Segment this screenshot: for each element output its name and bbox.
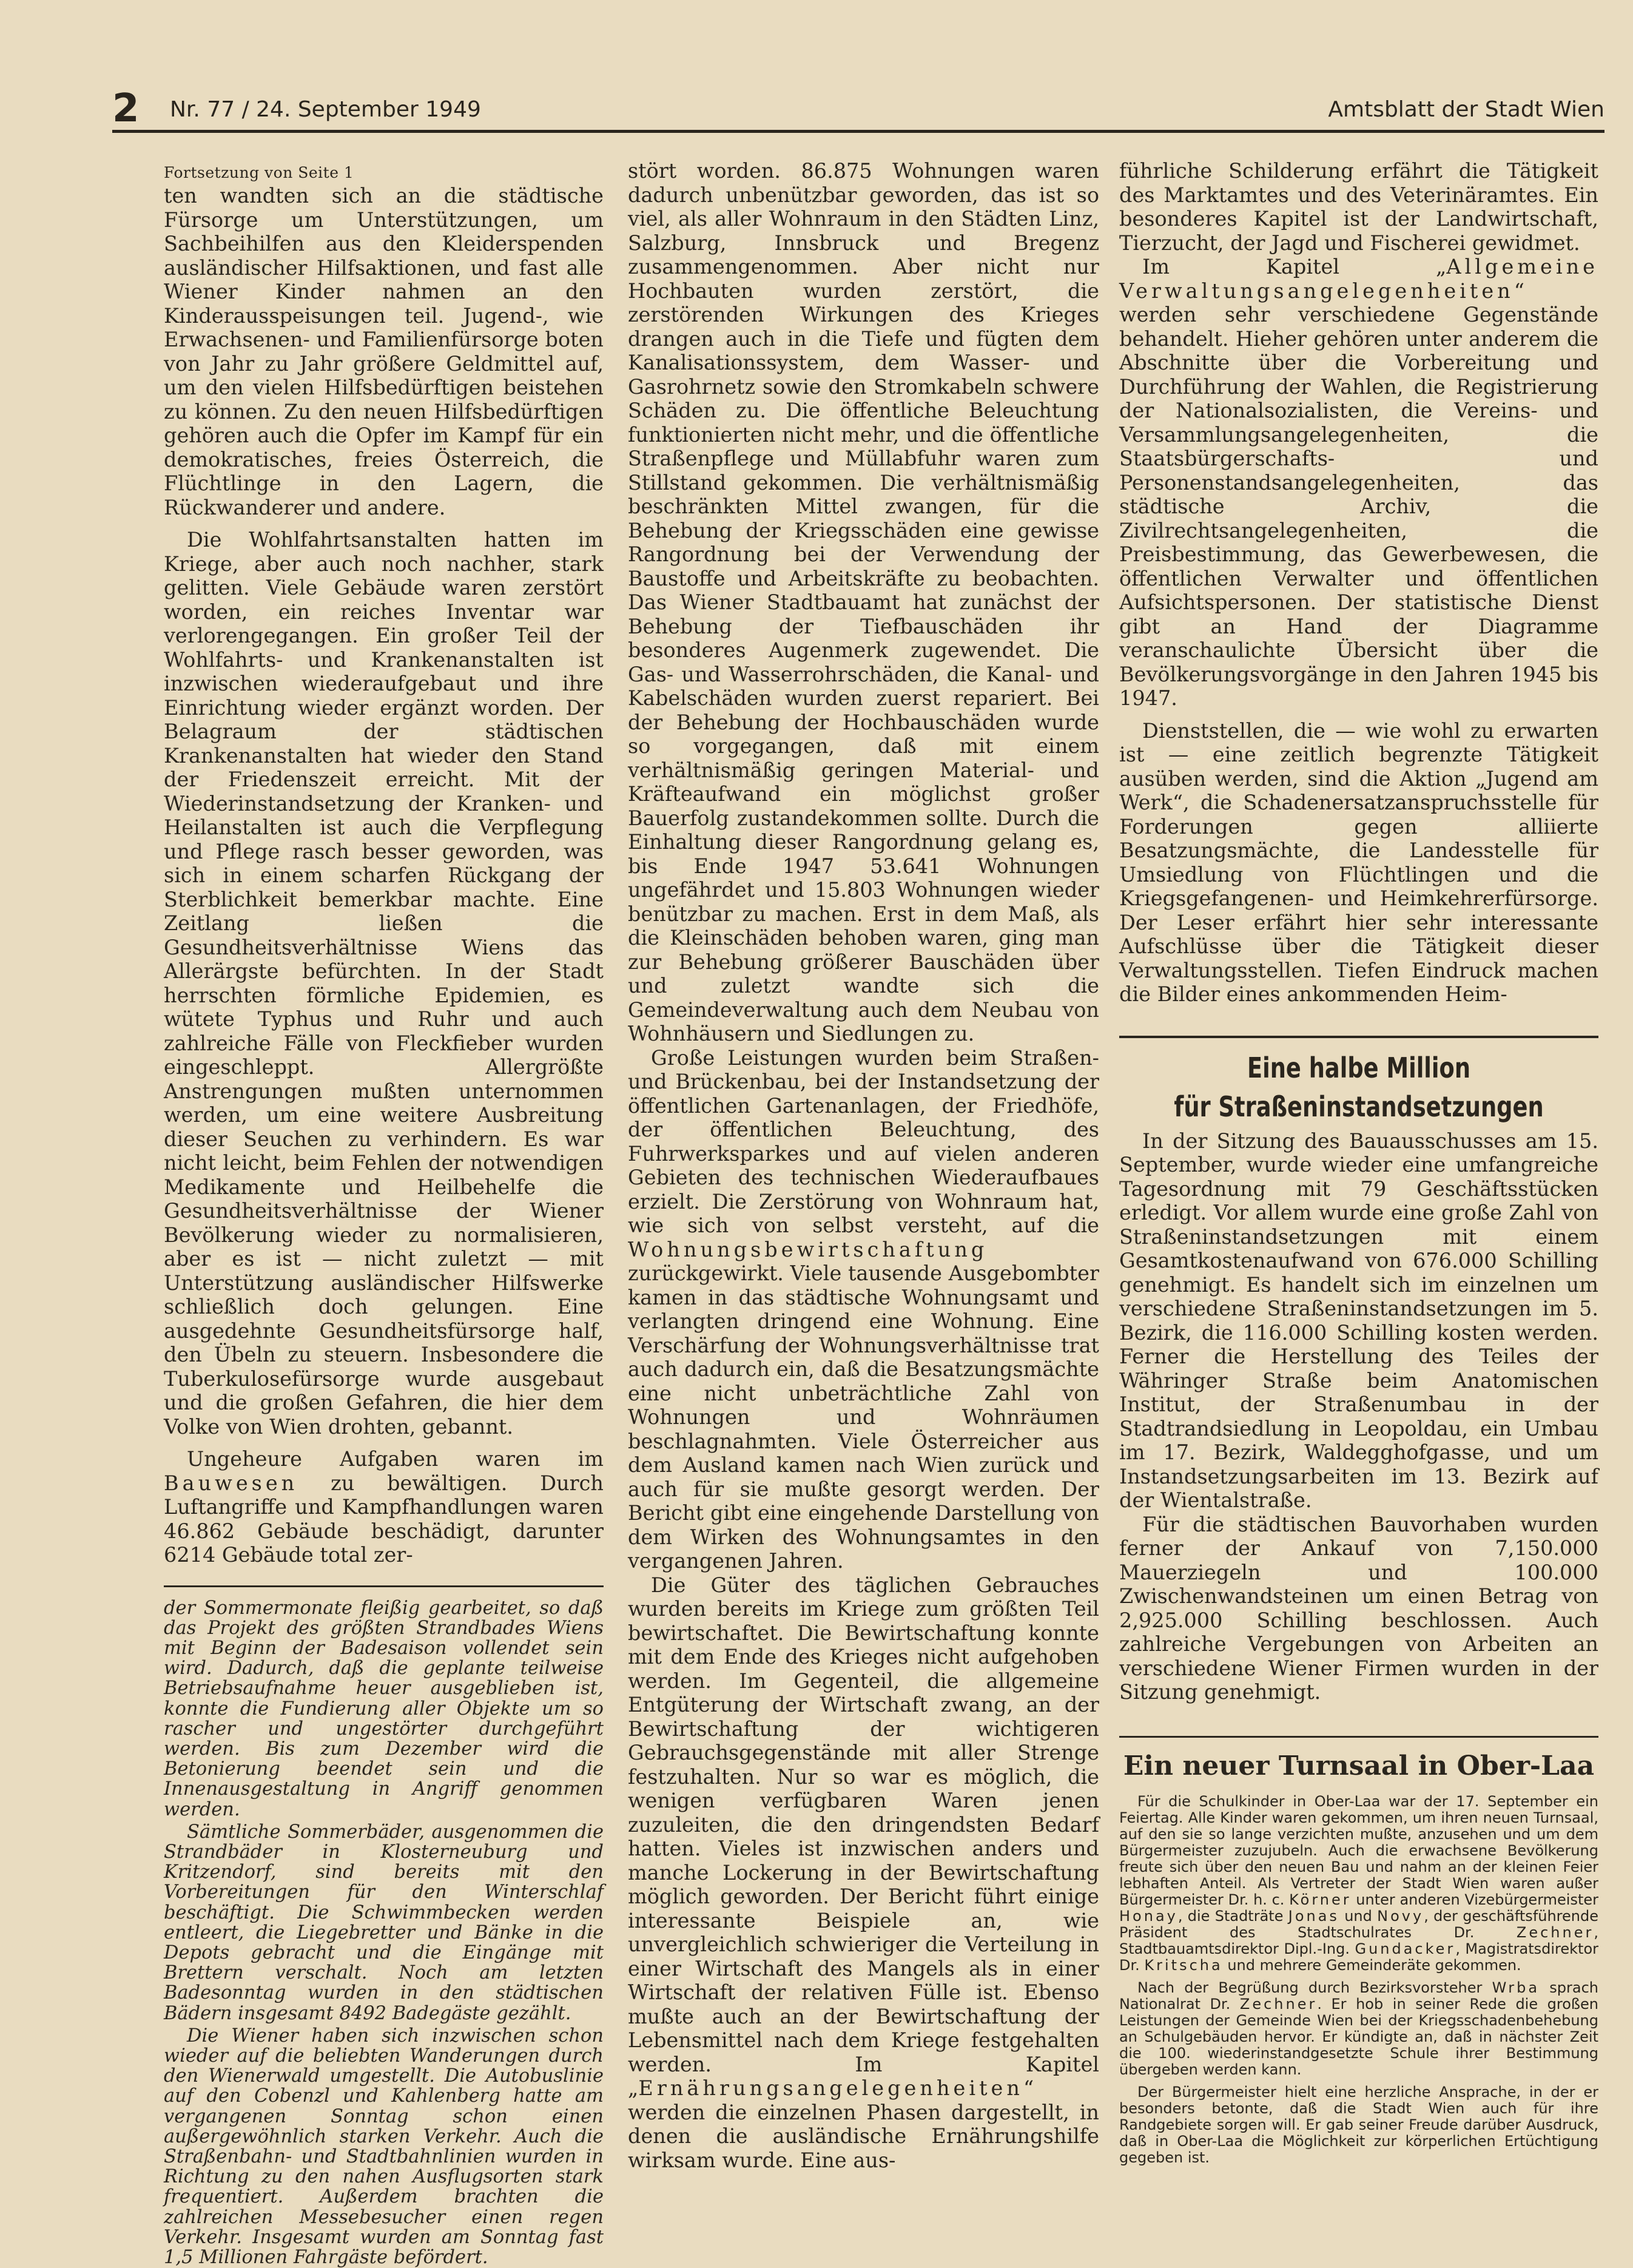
paragraph: In der Sitzung des Bauausschusses am 15. September, wurde wieder eine umfangreiche Tagesordnung mit 79 Geschäftsstücken erledigt. Vor allem wurde eine große Zahl von Straßeninstandsetzungen mit einem Gesamtkostenaufwand von 676.000 Schilling genehmigt. Es handelt sich im einzelnen um verschiedene Straßeninstandsetzungen im 5. Bezirk, die 116.000 Schilling kosten werden. Ferner die Herstellung des Teiles der Währinger Straße beim Anatomischen Institut, der Straßenumbau in der Stadtrandsiedlung in Leopoldau, ein Umbau im 17. Bezirk, Waldegghofgasse, und um Instandsetzungsarbeiten im 13. Bezirk auf der Wientalstraße. bbox=[1119, 1129, 1598, 1512]
small-paragraph: Nach der Begrüßung durch Bezirksvorsteher Wrba sprach Nationalrat Dr. Zechner. Er hob in seiner Rede die großen Leistungen der Gemeinde Wien bei der Kriegsschadenbehebung an Schulgebäuden hervor. Er kündigte an, daß in nächster Zeit die 100. wiederinstandgesetzte Schule ihrer Bestimmung übergeben werden kann. bbox=[1119, 1979, 1599, 2078]
paragraph: Im Kapitel „Allgemeine Verwaltungsangelegenheiten“ werden sehr verschiedene Gegenstände behandelt. Hieher gehören unter anderem die Abschnitte über die Vorbereitung und Durchführung der Wahlen, die Registrierung der Nationalsozialisten, die Vereins- und Versammlungsangelegenheiten, die Staatsbürgerschafts- und Personenstandsangelegenheiten, das städtische Archiv, die Zivilrechtsangelegenheiten, die Preisbestimmung, das Gewerbewesen, die öffentlichen Verwalter und öffentlichen Aufsichtspersonen. Der statistische Dienst gibt an Hand der Diagramme veranschaulichte Übersicht über die Bevölkerungsvorgänge in den Jahren 1945 bis 1947. bbox=[1119, 255, 1598, 710]
italic-paragraph: Sämtliche Sommerbäder, ausgenommen die Strandbäder in Klosterneuburg und Kritzendorf, sind bereits mit den Vorbereitungen für den Winterschlaf beschäftigt. Die Schwimmbecken werden entleert, die Liegebretter und Bänke in die Depots gebracht und die Eingänge mit Brettern verschalt. Noch am letzten Badesonntag wurden in den städtischen Bädern insgesamt 8492 Badegäste gezählt. bbox=[164, 1821, 604, 2024]
paragraph: Die Wohlfahrtsanstalten hatten im Kriege, aber auch noch nachher, stark gelitten. Viele Gebäude waren zerstört worden, ein reiches Inventar war verlorengegangen. Ein großer Teil der Wohlfahrts- und Krankenanstalten ist inzwischen wiederaufgebaut und ihre Einrichtung wieder ergänzt worden. Der Belagraum der städtischen Krankenanstalten hat wieder den Stand der Friedenszeit erreicht. Mit der Wiederinstandsetzung der Kranken- und Heilanstalten ist auch die Verpflegung und Pflege rasch besser geworden, was sich in einem scharfen Rückgang der Sterblichkeit bemerkbar machte. Eine Zeitlang ließen die Gesundheitsverhältnisse Wiens das Allerärgste befürchten. In der Stadt herrschten förmliche Epidemien, es wütete Typhus und Ruhr und auch zahlreiche Fälle von Fleckfieber wurden eingeschleppt. Allergrößte Anstrengungen mußten unternommen werden, um eine weitere Ausbreitung dieser Seuchen zu verhindern. Es war nicht leicht, beim Fehlen der notwendigen Medikamente und Heilbehelfe die Gesundheitsverhältnisse der Wiener Bevölkerung wieder zu normalisieren, aber es ist — nicht zuletzt — mit Unterstützung ausländischer Hilfswerke schließlich doch gelungen. Eine ausgedehnte Gesundheitsfürsorge half, den Übeln zu steuern. Insbesondere die Tuberkulosefürsorge wurde ausgebaut und die großen Gefahren, die hier dem Volke von Wien drohten, gebannt. bbox=[164, 528, 604, 1439]
paragraph: stört worden. 86.875 Wohnungen waren dadurch unbenützbar geworden, das ist so viel, als aller Wohnraum in den Städten Linz, Salzburg, Innsbruck und Bregenz zusammengenommen. Aber nicht nur Hochbauten wurden zerstört, die zerstörenden Wirkungen des Krieges drangen auch in die Tiefe und fügten dem Kanalisationssystem, dem Wasser- und Gasrohrnetz sowie den Stromkabeln schwere Schäden zu. Die öffentliche Beleuchtung funktionierten nicht mehr, und die öffentliche Straßenpflege und Müllabfuhr waren zum Stillstand gekommen. Die verhältnismäßig beschränkten Mittel zwangen, für die Behebung der Kriegsschäden eine gewisse Rangordnung bei der Verwendung der Baustoffe und Arbeitskräfte zu beobachten. Das Wiener Stadtbauamt hat zunächst der Behebung der Tiefbauschäden ihr besonderes Augenmerk zugewendet. Die Gas- und Wasserrohrschäden, die Kanal- und Kabelschäden wurden zuerst repariert. Bei der Behebung der Hochbauschäden wurde so vorgegangen, daß mit einem verhältnismäßig geringen Material- und Kräfteaufwand ein möglichst großer Bauerfolg zustandekommen sollte. Durch die Einhaltung dieser Rangordnung gelang es, bis Ende 1947 53.641 Wohnungen ungefährdet und 15.803 Wohnungen wieder benützbar zu machen. Erst in dem Maß, als die Kleinschäden behoben waren, ging man zur Behebung größerer Bauschäden über und zuletzt wandte sich die Gemeindeverwaltung auch dem Neubau von Wohnhäusern und Siedlungen zu. bbox=[628, 159, 1099, 1045]
paragraph: führliche Schilderung erfährt die Tätigkeit des Marktamtes und des Veterinäramtes. Ein besonderes Kapitel ist der Landwirtschaft, Tierzucht, der Jagd und Fischerei gewidmet. bbox=[1119, 159, 1598, 255]
page-number: 2 bbox=[112, 86, 140, 131]
headline-line-1: Eine halbe Million bbox=[1247, 1051, 1471, 1084]
paragraph: Große Leistungen wurden beim Straßen- und Brückenbau, bei der Instandsetzung der öffentlichen Gartenanlagen, der Friedhöfe, der öffentlichen Beleuchtung, des Fuhrwerksparkes und auf vielen anderen Gebieten des technischen Wiederaufbaues erzielt. Die Zerstörung von Wohnraum hat, wie sich von selbst versteht, auf die Wohnungsbewirtschaftung zurückgewirkt. Viele tausende Ausgebombter kamen in das städtische Wohnungsamt und verlangten dringend eine Wohnung. Eine Verschärfung der Wohnungsverhältnisse trat auch dadurch ein, daß die Besatzungsmächte eine nicht unbeträchtliche Zahl von Wohnungen und Wohnräumen beschlagnahmten. Viele Österreicher aus dem Ausland kamen nach Wien zurück und auch für sie mußte gesorgt werden. Der Bericht gibt eine eingehende Darstellung von dem Wirken des Wohnungsamtes in den vergangenen Jahren. bbox=[628, 1045, 1099, 1573]
page-header bbox=[112, 86, 1604, 133]
paragraph: Die Güter des täglichen Gebrauches wurden bereits im Kriege zum größten Teil bewirtschaftet. Die Bewirtschaftung konnte mit dem Ende des Krieges nicht aufgehoben werden. Im Gegenteil, die allgemeine Entgüterung der Wirtschaft zwang, an der Bewirtschaftung der wichtigeren Gebrauchsgegenstände mit aller Strenge festzuhalten. Nur so war es möglich, die wenigen verfügbaren Waren jenen zuzuleiten, die den dringendsten Bedarf hatten. Vieles ist inzwischen anders und manche Lockerung in der Bewirtschaftung möglich geworden. Der Bericht führt einige interessante Beispiele an, wie unvergleichlich schwieriger die Verteilung in einer Wirtschaft des Mangels als in einer Wirtschaft der relativen Fülle ist. Ebenso mußte auch an der Bewirtschaftung der Lebensmittel nach dem Kriege festgehalten werden. Im Kapitel „Ernährungsangelegenheiten“ werden die einzelnen Phasen dargestellt, in denen die ausländische Ernährungshilfe wirksam wurde. Eine aus- bbox=[628, 1573, 1099, 2172]
italic-paragraph: Die Wiener haben sich inzwischen schon wieder auf die beliebten Wanderungen durch den Wienerwald umgestellt. Die Autobuslinie auf den Cobenzl und Kahlenberg hatte am vergangenen Sonntag schon einen außergewöhnlich starken Verkehr. Auch die Straßenbahn- und Stadtbahnlinien wurden in Richtung zu den nahen Ausflugsorten stark frequentiert. Außerdem brachten die zahlreichen Messebesucher einen regen Verkehr. Insgesamt wurden am Sonntag fast 1,5 Millionen Fahrgäste befördert. bbox=[164, 2025, 604, 2268]
column-1 bbox=[164, 164, 604, 2268]
headline-turnsaal: Ein neuer Turnsaal in Ober-Laa bbox=[1123, 1750, 1595, 1781]
italic-paragraph: der Sommermonate fleißig gearbeitet, so daß das Projekt des größten Strandbades Wiens mit Beginn der Badesaison vollendet sein wird. Dadurch, daß die geplante teilweise Betriebsaufnahme heuer ausgeblieben ist, konnte die Fundierung aller Objekte um so rascher und ungestörter durchgeführt werden. Bis zum Dezember wird die Betonierung beendet sein und die Innenausgestaltung in Angriff genommen werden. bbox=[164, 1597, 604, 1820]
paragraph: ten wandten sich an die städtische Fürsorge um Unterstützungen, um Sachbeihilfen aus den Kleiderspenden ausländischer Hilfsaktionen, und fast alle Wiener Kinder nahmen an den Kinderausspeisungen teil. Jugend-, wie Erwachsenen- und Familienfürsorge boten von Jahr zu Jahr größere Geldmittel auf, um den vielen Hilfsbedürftigen beistehen zu können. Zu den neuen Hilfsbedürftigen gehören auch die Opfer im Kampf für ein demokratisches, freies Österreich, die Flüchtlinge in den Lagern, die Rückwanderer und andere. bbox=[164, 184, 604, 519]
small-paragraph: Für die Schulkinder in Ober-Laa war der 17. September ein Feiertag. Alle Kinder waren gekommen, um ihren neuen Turnsaal, auf den sie so lange verzichten mußte, anzusehen und um dem Bürgermeister zuzujubeln. Auch die erwachsene Bevölkerung freute sich über den neuen Bau und nahm an der kleinen Feier lebhaften Anteil. Als Vertreter der Stadt Wien waren außer Bürgermeister Dr. h. c. Körner unter anderen Vizebürgermeister Honay, die Stadträte Jonas und Novy, der geschäftsführende Präsident des Stadtschulrates Dr. Zechner, Stadtbauamtsdirektor Dipl.-Ing. Gundacker, Magistratsdirektor Dr. Kritscha und mehrere Gemeinderäte gekommen. bbox=[1119, 1792, 1599, 1974]
column-divider bbox=[164, 1585, 604, 1587]
paragraph: Ungeheure Aufgaben waren im Bauwesen zu bewältigen. Durch Luftangriffe und Kampfhandlungen waren 46.862 Gebäude beschädigt, darunter 6214 Gebäude total zer- bbox=[164, 1447, 604, 1567]
paper-name: Amtsblatt der Stadt Wien bbox=[1328, 97, 1604, 122]
column-3 bbox=[1119, 159, 1599, 2166]
paragraph: Dienststellen, die — wie wohl zu erwarten ist — eine zeitlich begrenzte Tätigkeit ausüben werden, sind die Aktion „Jugend am Werk“, die Schadenersatzanspruchsstelle für Forderungen gegen alliierte Besatzungsmächte, die Landesstelle für Umsiedlung von Flüchtlingen und die Kriegsgefangenen- und Heimkehrerfürsorge. Der Leser erfährt hier sehr interessante Aufschlüsse über die Tätigkeit dieser Verwaltungsstellen. Tiefen Eindruck machen die Bilder eines ankommenden Heim- bbox=[1119, 718, 1598, 1006]
small-paragraph: Der Bürgermeister hielt eine herzliche Ansprache, in der er besonders betonte, daß die Stadt Wien auch für ihre Randgebiete sorgen will. Er gab seiner Freude darüber Ausdruck, daß in Ober-Laa die Möglichkeit zur körperlichen Ertüchtigung gegeben ist. bbox=[1119, 2083, 1598, 2166]
issue-date: Nr. 77 / 24. September 1949 bbox=[170, 97, 481, 122]
headline-line-2: für Straßeninstandsetzungen bbox=[1174, 1090, 1544, 1123]
article-divider bbox=[1119, 1736, 1598, 1738]
continued-note: Fortsetzung von Seite 1 bbox=[164, 164, 354, 181]
column-2 bbox=[628, 159, 1099, 2172]
paragraph: Für die städtischen Bauvorhaben wurden ferner der Ankauf von 7,150.000 Mauerziegeln und 100.000 Zwischenwandsteinen um einen Betrag von 2,925.000 Schilling beschlossen. Auch zahlreiche Vergebungen von Arbeiten an verschiedene Wiener Firmen wurden in der Sitzung genehmigt. bbox=[1119, 1512, 1598, 1704]
article-divider bbox=[1119, 1036, 1598, 1038]
